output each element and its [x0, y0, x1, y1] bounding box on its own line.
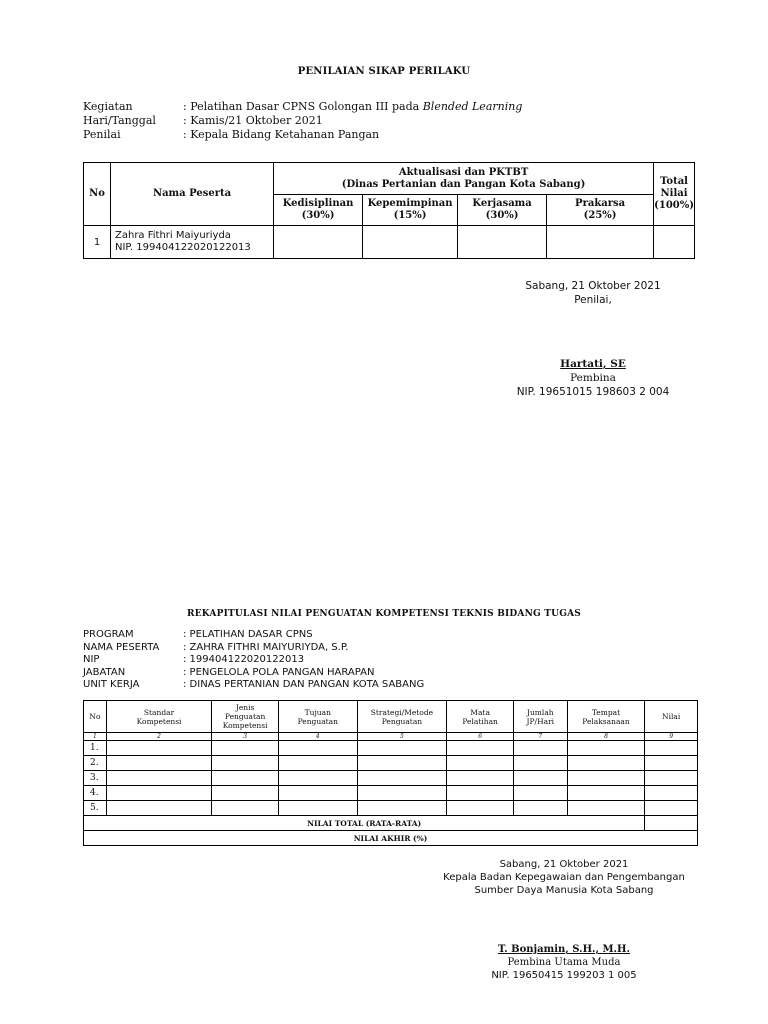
data-cell[interactable] [212, 741, 279, 756]
info-label: UNIT KERJA [83, 679, 140, 690]
index-cell: 1 [84, 733, 107, 741]
col-header-text: Penguatan [297, 716, 338, 726]
data-cell[interactable] [567, 771, 645, 786]
signatory-block [508, 357, 678, 399]
data-cell[interactable] [513, 801, 567, 816]
info-row [83, 679, 424, 692]
criterion-weight: (25%) [583, 210, 617, 221]
info-row [83, 642, 424, 655]
table-row [84, 771, 698, 786]
total-cell[interactable] [654, 226, 695, 259]
info-row [83, 654, 424, 667]
data-cell[interactable] [357, 771, 447, 786]
col-header [279, 701, 358, 733]
data-cell[interactable] [513, 771, 567, 786]
data-cell[interactable] [447, 756, 514, 771]
sign-place-date: Sabang, 21 Oktober 2021 [499, 859, 629, 870]
criterion-header [274, 195, 363, 226]
data-cell[interactable] [106, 771, 211, 786]
info-label: Kegiatan [83, 100, 133, 113]
table-row [84, 226, 695, 259]
data-cell[interactable] [212, 801, 279, 816]
info-value: : PELATIHAN DASAR CPNS [183, 629, 313, 640]
criterion-name: Kerjasama [472, 198, 532, 209]
signatory-name: Hartati, SE [560, 358, 626, 370]
participant-cell [111, 226, 274, 259]
data-cell[interactable] [279, 786, 358, 801]
group-header-line2: (Dinas Pertanian dan Pangan Kota Sabang) [341, 178, 586, 190]
score-cell[interactable] [363, 226, 458, 259]
data-cell[interactable] [513, 786, 567, 801]
info-row [83, 100, 522, 114]
index-cell: 9 [645, 733, 698, 741]
signatory-nip: NIP. 19651015 198603 2 004 [516, 386, 670, 398]
recap-info [83, 629, 424, 692]
total-label: NILAI TOTAL (RATA-RATA) [84, 816, 645, 831]
total-value-cell[interactable] [645, 816, 698, 831]
score-cell[interactable] [274, 226, 363, 259]
data-cell[interactable] [212, 771, 279, 786]
info-value [183, 100, 522, 114]
data-cell[interactable] [645, 741, 698, 756]
info-label: Hari/Tanggal [83, 114, 156, 127]
signatory-rank: Pembina Utama Muda [507, 957, 621, 968]
recap-signatory-block [474, 943, 654, 982]
col-header-text: Tempat [591, 707, 621, 717]
row-no: 2. [84, 756, 107, 771]
info-label: NAMA PESERTA [83, 641, 160, 653]
signatory-rank: Pembina [570, 372, 616, 384]
info-value: : 199404122020122013 [183, 654, 305, 665]
data-cell[interactable] [567, 756, 645, 771]
index-cell: 5 [357, 733, 447, 741]
criterion-header [458, 195, 547, 226]
col-header-text: JP/Hari [526, 716, 555, 726]
sign-place-date: Sabang, 21 Oktober 2021 [525, 280, 661, 292]
data-cell[interactable] [447, 786, 514, 801]
info-value: : Kamis/21 Oktober 2021 [183, 114, 323, 127]
recap-table [83, 700, 698, 846]
info-label: PROGRAM [83, 629, 134, 640]
col-header-text: Tujuan [304, 707, 331, 717]
info-row [83, 629, 424, 642]
index-cell: 7 [513, 733, 567, 741]
col-header-text: Jenis [235, 703, 255, 712]
data-cell[interactable] [106, 801, 211, 816]
participant-name: Zahra Fithri Maiyuriyda [115, 230, 231, 241]
col-name-header: Nama Peserta [111, 163, 274, 226]
final-label: NILAI AKHIR (%) [84, 831, 698, 846]
col-header-text: Strategi/Metode [370, 707, 434, 717]
data-cell[interactable] [645, 786, 698, 801]
col-no-header: No [84, 163, 111, 226]
col-header [645, 701, 698, 733]
table-row [84, 801, 698, 816]
data-cell[interactable] [645, 801, 698, 816]
participant-nip: NIP. 199404122020122013 [115, 242, 251, 253]
data-cell[interactable] [279, 771, 358, 786]
final-row [84, 831, 698, 846]
assessment-info [83, 100, 522, 142]
info-value: : Kepala Bidang Ketahanan Pangan [183, 128, 380, 141]
sign-role: Penilai, [574, 294, 612, 306]
data-cell[interactable] [447, 741, 514, 756]
col-header-text: No [89, 712, 101, 721]
col-header [212, 701, 279, 733]
data-cell[interactable] [212, 786, 279, 801]
criterion-name: Prakarsa [575, 198, 626, 209]
data-cell[interactable] [357, 741, 447, 756]
criterion-weight: (15%) [393, 210, 427, 221]
criterion-header [547, 195, 654, 226]
info-value: : PENGELOLA POLA PANGAN HARAPAN [183, 666, 375, 678]
col-header-text: Standar [143, 707, 175, 717]
data-cell[interactable] [567, 741, 645, 756]
row-no: 5. [84, 801, 107, 816]
data-cell[interactable] [513, 741, 567, 756]
row-no: 4. [84, 786, 107, 801]
info-value: : ZAHRA FITHRI MAIYURIYDA, S.P. [183, 641, 349, 653]
data-cell[interactable] [567, 801, 645, 816]
col-header-text: Mata [470, 707, 490, 717]
row-no: 3. [84, 771, 107, 786]
data-cell[interactable] [279, 741, 358, 756]
col-header [106, 701, 211, 733]
data-cell[interactable] [106, 756, 211, 771]
total-row [84, 816, 698, 831]
data-cell[interactable] [447, 771, 514, 786]
data-cell[interactable] [645, 756, 698, 771]
data-cell[interactable] [279, 801, 358, 816]
info-value: : DINAS PERTANIAN DAN PANGAN KOTA SABANG [183, 679, 425, 690]
info-row [83, 114, 522, 128]
total-header-line3: (100%) [654, 200, 694, 211]
data-cell[interactable] [106, 786, 211, 801]
data-cell[interactable] [357, 801, 447, 816]
criterion-weight: (30%) [485, 210, 519, 221]
index-row [84, 733, 698, 741]
info-row [83, 667, 424, 680]
index-cell: 2 [106, 733, 211, 741]
criterion-name: Kepemimpinan [367, 198, 453, 209]
data-cell[interactable] [357, 756, 447, 771]
recap-title: REKAPITULASI NILAI PENGUATAN KOMPETENSI TEKNIS BIDANG TUGAS [187, 609, 581, 619]
group-header-line1: Aktualisasi dan PKTBT [398, 166, 529, 178]
data-cell[interactable] [357, 786, 447, 801]
row-no: 1. [84, 741, 107, 756]
recap-signature-block [424, 858, 704, 897]
data-cell[interactable] [645, 771, 698, 786]
group-header [274, 163, 654, 195]
data-cell[interactable] [513, 756, 567, 771]
criterion-name: Kedisiplinan [282, 198, 354, 209]
col-header-text: Kompetensi [222, 721, 268, 730]
col-header-text: Pelaksanaan [582, 716, 630, 726]
table-row [84, 786, 698, 801]
col-header [513, 701, 567, 733]
col-header-text: Pelatihan [462, 716, 498, 726]
col-header [357, 701, 447, 733]
data-cell[interactable] [212, 756, 279, 771]
info-value-italic: Blended Learning [422, 100, 523, 113]
assessment-title: PENILAIAN SIKAP PERILAKU [297, 66, 471, 77]
signatory-nip: NIP. 19650415 199203 1 005 [491, 970, 637, 981]
assessment-table [83, 162, 695, 259]
data-cell[interactable] [567, 786, 645, 801]
data-cell[interactable] [279, 756, 358, 771]
info-value-text: : Pelatihan Dasar CPNS Golongan III pada [183, 100, 423, 113]
table-row [84, 741, 698, 756]
criterion-header [363, 195, 458, 226]
row-no: 1 [84, 226, 111, 259]
sign-role-line2: Sumber Daya Manusia Kota Sabang [474, 885, 654, 896]
total-header [654, 163, 695, 226]
index-cell: 6 [447, 733, 514, 741]
signatory-name: T. Bonjamin, S.H., M.H. [498, 944, 630, 955]
col-header-text: Penguatan [224, 712, 266, 721]
data-cell[interactable] [447, 801, 514, 816]
index-cell: 4 [279, 733, 358, 741]
table-row [84, 756, 698, 771]
info-label: Penilai [83, 128, 121, 141]
index-cell: 8 [567, 733, 645, 741]
col-header-text: Jumlah [526, 707, 554, 717]
col-header-text: Nilai [662, 712, 681, 721]
sign-role-line1: Kepala Badan Kepegawaian dan Pengembangan [443, 872, 685, 883]
total-header-line2: Nilai [660, 188, 688, 199]
col-header-text: Penguatan [381, 716, 423, 726]
data-cell[interactable] [106, 741, 211, 756]
score-cell[interactable] [458, 226, 547, 259]
info-row [83, 128, 522, 142]
info-label: JABATAN [83, 666, 126, 678]
col-header [447, 701, 514, 733]
signature-block [508, 279, 678, 307]
index-cell: 3 [212, 733, 279, 741]
score-cell[interactable] [547, 226, 654, 259]
total-header-line1: Total [660, 176, 688, 187]
info-label: NIP [83, 654, 100, 665]
col-header [567, 701, 645, 733]
col-header-text: Kompetensi [136, 716, 182, 726]
criterion-weight: (30%) [301, 210, 335, 221]
col-header [84, 701, 107, 733]
